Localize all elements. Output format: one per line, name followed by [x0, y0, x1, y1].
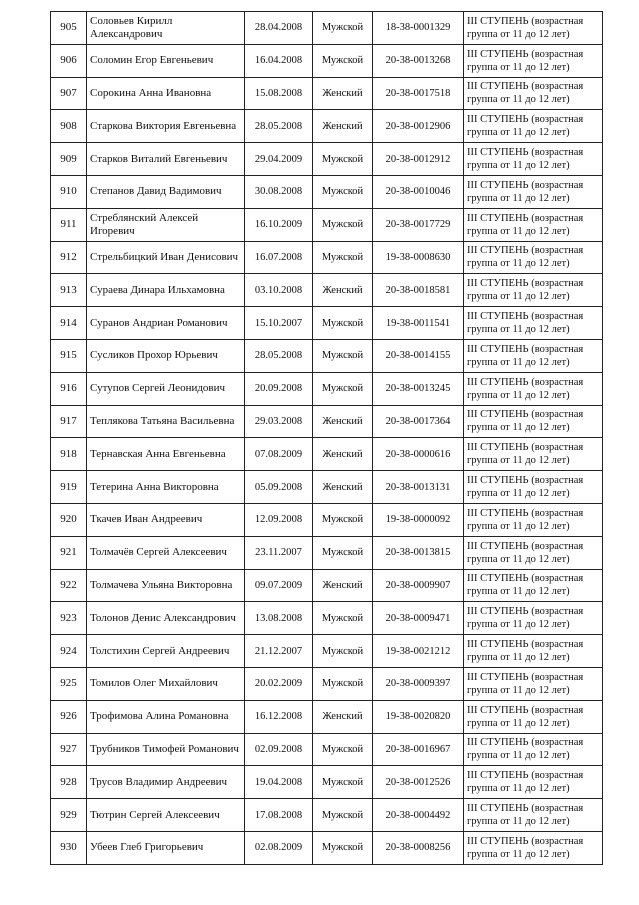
table-row: [51, 143, 603, 176]
table-row: [51, 536, 603, 569]
full-name-cell: Томилов Олег Михайлович: [87, 667, 245, 700]
gender-cell: Мужской: [313, 208, 373, 241]
birth-date-cell: 30.08.2008: [245, 175, 313, 208]
row-number-cell: 917: [51, 405, 87, 438]
full-name-cell: Тернавская Анна Евгеньевна: [87, 438, 245, 471]
uin-cell: 20-38-0009471: [373, 602, 464, 635]
level-cell: III СТУПЕНЬ (возрастная группа от 11 до 12 лет): [464, 274, 603, 307]
birth-date-cell: 17.08.2008: [245, 799, 313, 832]
level-cell: III СТУПЕНЬ (возрастная группа от 11 до 12 лет): [464, 766, 603, 799]
birth-date-cell: 20.02.2009: [245, 667, 313, 700]
table-row: [51, 339, 603, 372]
table-row: [51, 241, 603, 274]
row-number-cell: 922: [51, 569, 87, 602]
uin-cell: 20-38-0008256: [373, 831, 464, 864]
row-number-cell: 914: [51, 307, 87, 340]
uin-cell: 20-38-0009907: [373, 569, 464, 602]
birth-date-cell: 02.08.2009: [245, 831, 313, 864]
level-cell: III СТУПЕНЬ (возрастная группа от 11 до 12 лет): [464, 471, 603, 504]
row-number-cell: 924: [51, 635, 87, 668]
gender-cell: Мужской: [313, 175, 373, 208]
level-cell: III СТУПЕНЬ (возрастная группа от 11 до 12 лет): [464, 635, 603, 668]
full-name-cell: Толстихин Сергей Андреевич: [87, 635, 245, 668]
gender-cell: Мужской: [313, 503, 373, 536]
birth-date-cell: 15.10.2007: [245, 307, 313, 340]
table-row: [51, 733, 603, 766]
level-cell: III СТУПЕНЬ (возрастная группа от 11 до 12 лет): [464, 44, 603, 77]
row-number-cell: 920: [51, 503, 87, 536]
full-name-cell: Суранов Андриан Романович: [87, 307, 245, 340]
uin-cell: 20-38-0018581: [373, 274, 464, 307]
uin-cell: 20-38-0017729: [373, 208, 464, 241]
uin-cell: 20-38-0004492: [373, 799, 464, 832]
row-number-cell: 911: [51, 208, 87, 241]
birth-date-cell: 05.09.2008: [245, 471, 313, 504]
table-row: [51, 438, 603, 471]
full-name-cell: Трусов Владимир Андреевич: [87, 766, 245, 799]
level-cell: III СТУПЕНЬ (возрастная группа от 11 до 12 лет): [464, 241, 603, 274]
gender-cell: Женский: [313, 700, 373, 733]
gender-cell: Мужской: [313, 766, 373, 799]
birth-date-cell: 28.05.2008: [245, 110, 313, 143]
uin-cell: 20-38-0013245: [373, 372, 464, 405]
gender-cell: Мужской: [313, 733, 373, 766]
gender-cell: Мужской: [313, 799, 373, 832]
uin-cell: 19-38-0020820: [373, 700, 464, 733]
table-row: [51, 77, 603, 110]
full-name-cell: Степанов Давид Вадимович: [87, 175, 245, 208]
full-name-cell: Толонов Денис Александрович: [87, 602, 245, 635]
table-row: [51, 208, 603, 241]
table-row: [51, 602, 603, 635]
birth-date-cell: 28.04.2008: [245, 12, 313, 45]
uin-cell: 20-38-0013815: [373, 536, 464, 569]
level-cell: III СТУПЕНЬ (возрастная группа от 11 до 12 лет): [464, 536, 603, 569]
table-row: [51, 44, 603, 77]
birth-date-cell: 16.12.2008: [245, 700, 313, 733]
table-row: [51, 405, 603, 438]
full-name-cell: Стреблянский Алексей Игоревич: [87, 208, 245, 241]
full-name-cell: Старков Виталий Евгеньевич: [87, 143, 245, 176]
document-page: [50, 11, 603, 865]
gender-cell: Женский: [313, 438, 373, 471]
table-body: [51, 12, 603, 865]
level-cell: III СТУПЕНЬ (возрастная группа от 11 до 12 лет): [464, 667, 603, 700]
participants-table: [50, 11, 603, 865]
uin-cell: 20-38-0017364: [373, 405, 464, 438]
row-number-cell: 905: [51, 12, 87, 45]
birth-date-cell: 15.08.2008: [245, 77, 313, 110]
row-number-cell: 921: [51, 536, 87, 569]
gender-cell: Женский: [313, 405, 373, 438]
row-number-cell: 927: [51, 733, 87, 766]
table-row: [51, 569, 603, 602]
table-row: [51, 766, 603, 799]
birth-date-cell: 20.09.2008: [245, 372, 313, 405]
full-name-cell: Сусликов Прохор Юрьевич: [87, 339, 245, 372]
row-number-cell: 918: [51, 438, 87, 471]
table-row: [51, 667, 603, 700]
gender-cell: Мужской: [313, 307, 373, 340]
full-name-cell: Стрельбицкий Иван Денисович: [87, 241, 245, 274]
row-number-cell: 923: [51, 602, 87, 635]
gender-cell: Женский: [313, 471, 373, 504]
birth-date-cell: 19.04.2008: [245, 766, 313, 799]
uin-cell: 20-38-0013268: [373, 44, 464, 77]
row-number-cell: 926: [51, 700, 87, 733]
level-cell: III СТУПЕНЬ (возрастная группа от 11 до 12 лет): [464, 602, 603, 635]
full-name-cell: Сураева Динара Ильхамовна: [87, 274, 245, 307]
row-number-cell: 912: [51, 241, 87, 274]
level-cell: III СТУПЕНЬ (возрастная группа от 11 до 12 лет): [464, 733, 603, 766]
birth-date-cell: 29.04.2009: [245, 143, 313, 176]
row-number-cell: 916: [51, 372, 87, 405]
row-number-cell: 910: [51, 175, 87, 208]
gender-cell: Мужской: [313, 536, 373, 569]
birth-date-cell: 16.10.2009: [245, 208, 313, 241]
uin-cell: 19-38-0011541: [373, 307, 464, 340]
uin-cell: 20-38-0013131: [373, 471, 464, 504]
gender-cell: Мужской: [313, 241, 373, 274]
uin-cell: 19-38-0000092: [373, 503, 464, 536]
gender-cell: Мужской: [313, 372, 373, 405]
full-name-cell: Толмачева Ульяна Викторовна: [87, 569, 245, 602]
table-row: [51, 12, 603, 45]
full-name-cell: Тютрин Сергей Алексеевич: [87, 799, 245, 832]
row-number-cell: 929: [51, 799, 87, 832]
uin-cell: 20-38-0000616: [373, 438, 464, 471]
gender-cell: Мужской: [313, 12, 373, 45]
gender-cell: Мужской: [313, 635, 373, 668]
level-cell: III СТУПЕНЬ (возрастная группа от 11 до 12 лет): [464, 307, 603, 340]
full-name-cell: Старкова Виктория Евгеньевна: [87, 110, 245, 143]
level-cell: III СТУПЕНЬ (возрастная группа от 11 до 12 лет): [464, 208, 603, 241]
gender-cell: Женский: [313, 110, 373, 143]
birth-date-cell: 09.07.2009: [245, 569, 313, 602]
full-name-cell: Сорокина Анна Ивановна: [87, 77, 245, 110]
gender-cell: Мужской: [313, 831, 373, 864]
full-name-cell: Убеев Глеб Григорьевич: [87, 831, 245, 864]
full-name-cell: Соловьев Кирилл Александрович: [87, 12, 245, 45]
table-row: [51, 635, 603, 668]
gender-cell: Женский: [313, 274, 373, 307]
full-name-cell: Трубников Тимофей Романович: [87, 733, 245, 766]
birth-date-cell: 16.04.2008: [245, 44, 313, 77]
birth-date-cell: 29.03.2008: [245, 405, 313, 438]
level-cell: III СТУПЕНЬ (возрастная группа от 11 до 12 лет): [464, 405, 603, 438]
uin-cell: 20-38-0012912: [373, 143, 464, 176]
table-row: [51, 372, 603, 405]
row-number-cell: 919: [51, 471, 87, 504]
row-number-cell: 908: [51, 110, 87, 143]
level-cell: III СТУПЕНЬ (возрастная группа от 11 до 12 лет): [464, 12, 603, 45]
level-cell: III СТУПЕНЬ (возрастная группа от 11 до 12 лет): [464, 831, 603, 864]
level-cell: III СТУПЕНЬ (возрастная группа от 11 до 12 лет): [464, 503, 603, 536]
row-number-cell: 906: [51, 44, 87, 77]
row-number-cell: 930: [51, 831, 87, 864]
birth-date-cell: 28.05.2008: [245, 339, 313, 372]
full-name-cell: Сутупов Сергей Леонидович: [87, 372, 245, 405]
table-row: [51, 799, 603, 832]
uin-cell: 20-38-0009397: [373, 667, 464, 700]
gender-cell: Женский: [313, 569, 373, 602]
uin-cell: 20-38-0017518: [373, 77, 464, 110]
level-cell: III СТУПЕНЬ (возрастная группа от 11 до 12 лет): [464, 438, 603, 471]
table-row: [51, 700, 603, 733]
table-row: [51, 274, 603, 307]
birth-date-cell: 16.07.2008: [245, 241, 313, 274]
birth-date-cell: 21.12.2007: [245, 635, 313, 668]
uin-cell: 20-38-0014155: [373, 339, 464, 372]
birth-date-cell: 07.08.2009: [245, 438, 313, 471]
table-row: [51, 175, 603, 208]
gender-cell: Мужской: [313, 44, 373, 77]
uin-cell: 20-38-0016967: [373, 733, 464, 766]
uin-cell: 20-38-0012526: [373, 766, 464, 799]
row-number-cell: 907: [51, 77, 87, 110]
full-name-cell: Соломин Егор Евгеньевич: [87, 44, 245, 77]
full-name-cell: Тетерина Анна Викторовна: [87, 471, 245, 504]
full-name-cell: Трофимова Алина Романовна: [87, 700, 245, 733]
birth-date-cell: 13.08.2008: [245, 602, 313, 635]
level-cell: III СТУПЕНЬ (возрастная группа от 11 до 12 лет): [464, 700, 603, 733]
full-name-cell: Ткачев Иван Андреевич: [87, 503, 245, 536]
gender-cell: Мужской: [313, 667, 373, 700]
level-cell: III СТУПЕНЬ (возрастная группа от 11 до 12 лет): [464, 569, 603, 602]
full-name-cell: Теплякова Татьяна Васильевна: [87, 405, 245, 438]
table-row: [51, 503, 603, 536]
level-cell: III СТУПЕНЬ (возрастная группа от 11 до 12 лет): [464, 110, 603, 143]
row-number-cell: 913: [51, 274, 87, 307]
level-cell: III СТУПЕНЬ (возрастная группа от 11 до 12 лет): [464, 143, 603, 176]
uin-cell: 18-38-0001329: [373, 12, 464, 45]
birth-date-cell: 12.09.2008: [245, 503, 313, 536]
table-row: [51, 471, 603, 504]
birth-date-cell: 03.10.2008: [245, 274, 313, 307]
gender-cell: Мужской: [313, 602, 373, 635]
level-cell: III СТУПЕНЬ (возрастная группа от 11 до 12 лет): [464, 77, 603, 110]
table-row: [51, 831, 603, 864]
uin-cell: 19-38-0021212: [373, 635, 464, 668]
level-cell: III СТУПЕНЬ (возрастная группа от 11 до 12 лет): [464, 372, 603, 405]
table-row: [51, 307, 603, 340]
level-cell: III СТУПЕНЬ (возрастная группа от 11 до 12 лет): [464, 799, 603, 832]
row-number-cell: 925: [51, 667, 87, 700]
uin-cell: 19-38-0008630: [373, 241, 464, 274]
birth-date-cell: 02.09.2008: [245, 733, 313, 766]
table-row: [51, 110, 603, 143]
row-number-cell: 915: [51, 339, 87, 372]
full-name-cell: Толмачёв Сергей Алексеевич: [87, 536, 245, 569]
row-number-cell: 909: [51, 143, 87, 176]
gender-cell: Женский: [313, 77, 373, 110]
row-number-cell: 928: [51, 766, 87, 799]
gender-cell: Мужской: [313, 143, 373, 176]
level-cell: III СТУПЕНЬ (возрастная группа от 11 до 12 лет): [464, 175, 603, 208]
level-cell: III СТУПЕНЬ (возрастная группа от 11 до 12 лет): [464, 339, 603, 372]
uin-cell: 20-38-0012906: [373, 110, 464, 143]
uin-cell: 20-38-0010046: [373, 175, 464, 208]
gender-cell: Мужской: [313, 339, 373, 372]
birth-date-cell: 23.11.2007: [245, 536, 313, 569]
